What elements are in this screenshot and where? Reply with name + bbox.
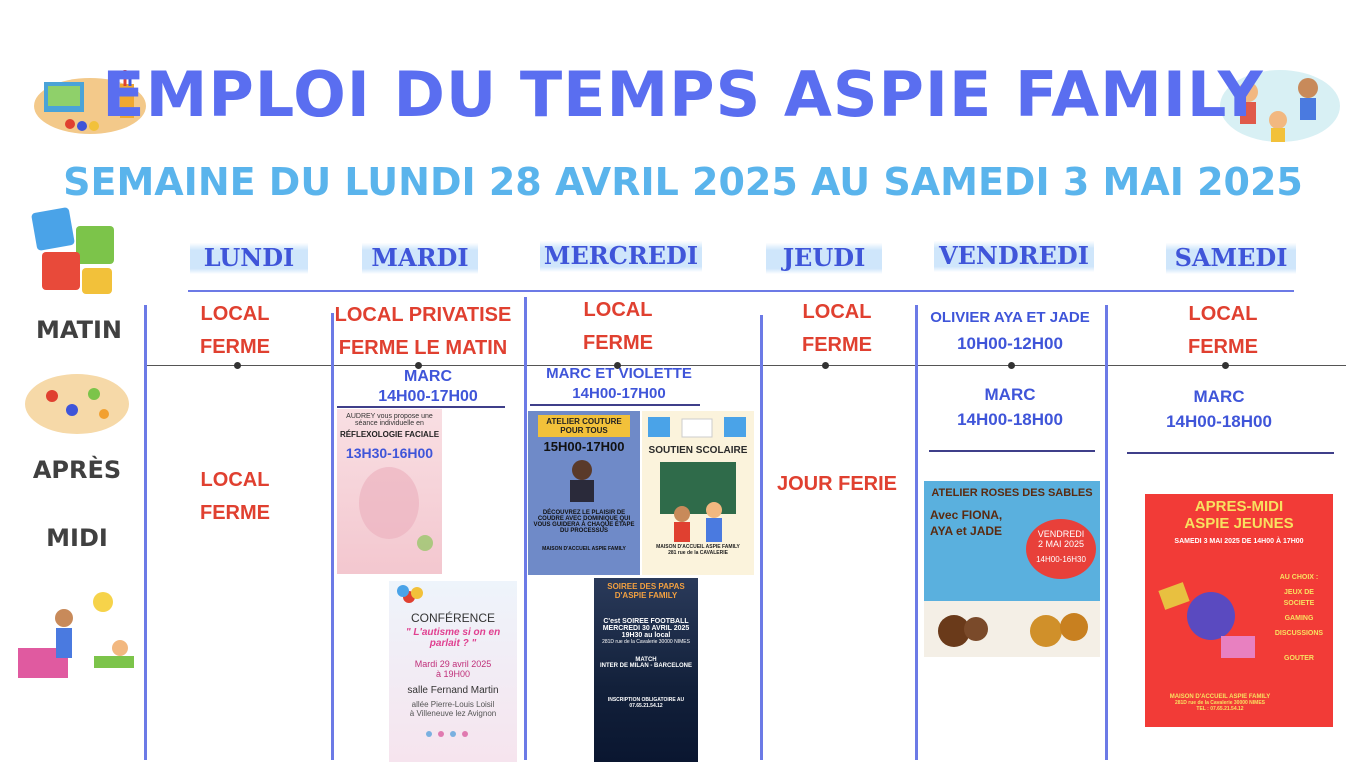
poster-atelier-couture[interactable]: ATELIER COUTURE POUR TOUS 15H00-17H00 DÉCOUVREZ LE PLAISIR DE COUDRE AVEC DOMINIQUE QUI VOUS GUIDERA À CHAQUE ÉTAPE DU PROCESSUS MAISON D'ACCUEIL ASPIE FAMILY xyxy=(528,411,640,575)
slot-underline xyxy=(530,404,700,406)
flower-logo-icon xyxy=(389,581,517,611)
page-subtitle: SEMAINE DU LUNDI 28 AVRIL 2025 AU SAMEDI 3 MAI 2025 xyxy=(63,160,1303,204)
day-header-jeudi: JEUDI xyxy=(766,239,882,276)
slot-underline xyxy=(1127,452,1334,454)
day-header-mardi: MARDI xyxy=(362,239,478,276)
sewing-illustration xyxy=(528,454,640,510)
date-badge: VENDREDI 2 MAI 2025 14H00-16H30 xyxy=(1026,519,1096,579)
poster-soiree-papas[interactable]: SOIREE DES PAPAS D'ASPIE FAMILY C'est SOIREE FOOTBALL MERCREDI 30 AVRIL 2025 19H30 au local 281D rue de la Cavalerie 30000 NIMES MATCH INTER DE MILAN - BARCELONE INSCRIPTION OBLIGATOIRE AU 07.65.21.54.12 xyxy=(594,578,698,762)
page-title: EMPLOI DU TEMPS ASPIE FAMILY xyxy=(102,58,1264,131)
teamwork-illustration xyxy=(8,590,143,690)
samedi-matin: LOCAL FERME xyxy=(1188,303,1258,358)
poster-aspie-jeunes[interactable]: APRES-MIDI ASPIE JEUNES SAMEDI 3 MAI 2025 DE 14H00 À 17H00 AU CHOIX : JEUX DE SOCIETE GAMING DISCUSSIONS GOUTER MAISON D'ACCUEIL ASPIE FAMILY 281D rue de la Cavalerie 30000 NIMES TEL : 07.65.21.54.12 xyxy=(1145,494,1333,727)
cookies-illustration xyxy=(924,601,1100,657)
choices-list: AU CHOIX : JEUX DE SOCIETE GAMING DISCUSSIONS GOUTER xyxy=(1274,574,1324,662)
poster-roses-des-sables[interactable]: ATELIER ROSES DES SABLES Avec FIONA, AYA et JADE VENDREDI 2 MAI 2025 14H00-16H30 xyxy=(924,481,1100,657)
morning-afternoon-divider xyxy=(146,365,1346,366)
row-label-midi: MIDI xyxy=(46,524,108,552)
mercredi-apres-midi: MARC ET VIOLETTE 14H00-17H00 xyxy=(546,365,692,402)
column-divider xyxy=(915,305,918,760)
jeudi-apres-midi: JOUR FERIE xyxy=(776,473,898,495)
day-header-samedi: SAMEDI xyxy=(1166,239,1296,276)
column-divider xyxy=(760,315,763,760)
timeline-dot xyxy=(1008,362,1015,369)
header-divider xyxy=(188,290,1294,292)
jeunes-footer: MAISON D'ACCUEIL ASPIE FAMILY 281D rue de la Cavalerie 30000 NIMES TEL : 07.65.21.54.12 xyxy=(1169,694,1271,712)
samedi-apres-midi: MARC 14H00-18H00 xyxy=(1166,387,1272,431)
lundi-apres-midi: LOCAL FERME xyxy=(200,469,270,524)
crafts-illustration xyxy=(22,372,132,436)
day-header-lundi: LUNDI xyxy=(190,239,308,276)
mardi-matin: LOCAL PRIVATISE FERME LE MATIN xyxy=(334,304,512,359)
vendredi-matin: OLIVIER AYA ET JADE 10H00-12H00 xyxy=(930,309,1090,353)
cookies-photo xyxy=(924,601,1100,657)
poster-reflexologie[interactable]: AUDREY vous propose une séance individuelle en RÉFLEXOLOGIE FACIALE 13H30-16H00 xyxy=(337,409,442,574)
children-illustration xyxy=(642,458,754,544)
jeudi-matin: LOCAL FERME xyxy=(802,301,872,356)
column-divider xyxy=(1105,305,1108,760)
day-header-vendredi: VENDREDI xyxy=(934,237,1094,274)
day-header-mercredi: MERCREDI xyxy=(540,237,702,274)
school-supplies-icon xyxy=(642,411,754,445)
row-label-apres: APRÈS xyxy=(32,456,122,484)
mercredi-matin: LOCAL FERME xyxy=(583,299,653,354)
lundi-matin: LOCAL FERME xyxy=(200,303,270,358)
timeline-dot xyxy=(822,362,829,369)
column-divider xyxy=(331,313,334,760)
column-divider xyxy=(144,305,147,760)
poster-conference[interactable]: CONFÉRENCE " L'autisme si on en parlait ? " Mardi 29 avril 2025 à 19H00 salle Fernand Martin allée Pierre-Louis Loisil à Villeneuve lez Avignon xyxy=(389,581,517,762)
column-divider xyxy=(524,297,527,760)
slot-underline xyxy=(337,406,505,408)
poster-soutien-scolaire[interactable]: SOUTIEN SCOLAIRE MAISON D'ACCUEIL ASPIE FAMILY 281 rue de la CAVALERIE xyxy=(642,411,754,575)
games-illustration xyxy=(1151,556,1271,676)
slot-underline xyxy=(929,450,1095,452)
puzzle-icon xyxy=(30,206,120,298)
vendredi-apres-midi: MARC 14H00-18H00 xyxy=(957,385,1063,429)
mardi-apres-midi: MARC 14H00-17H00 xyxy=(378,368,478,405)
row-label-matin: MATIN xyxy=(36,316,122,344)
face-illustration xyxy=(337,461,442,561)
people-icon xyxy=(389,724,517,754)
